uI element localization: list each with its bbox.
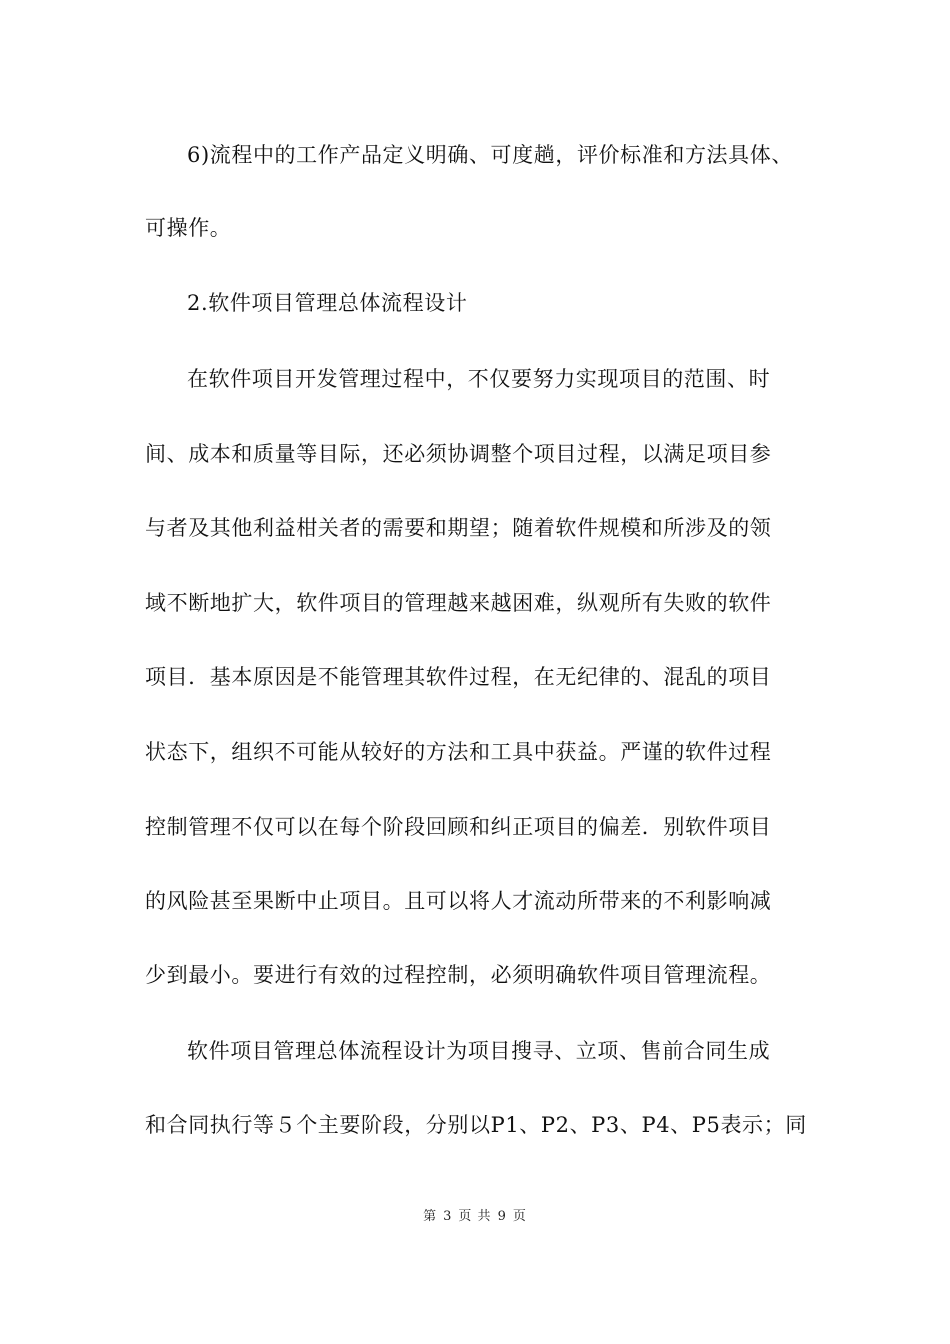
paragraph-line: 在软件项目开发管理过程中，不仅要努力实现项目的范围、时 xyxy=(187,367,771,391)
paragraph-line: 可操作。 xyxy=(145,216,232,240)
paragraph-line: 控制管理不仅可以在每个阶段回顾和纠正项目的偏差．别软件项目 xyxy=(145,815,772,839)
footer-suffix: 页 xyxy=(512,1209,527,1224)
paragraph-line: 与者及其他利益柑关者的需要和期望；随着软件规模和所涉及的领 xyxy=(145,516,772,540)
footer-total-pages: 9 xyxy=(497,1209,507,1224)
paragraph-line: 状态下，组织不可能从较好的方法和工具中获益。严谨的软件过程 xyxy=(145,740,772,764)
footer-prefix: 第 xyxy=(423,1209,438,1224)
footer-middle: 页 共 xyxy=(458,1209,492,1224)
page-footer xyxy=(0,1208,950,1226)
paragraph-line: 少到最小。要进行有效的过程控制，必须明确软件项目管理流程。 xyxy=(145,963,772,987)
paragraph-line: 域不断地扩大，软件项目的管理越来越困难，纵观所有失败的软件 xyxy=(145,591,772,615)
paragraph-line: 项目．基本原因是不能管理其软件过程，在无纪律的、混乱的项目 xyxy=(145,665,772,689)
paragraph-line: 间、成本和质量等目际，还必须协调整个项目过程，以满足项目参 xyxy=(145,442,772,466)
paragraph-line: 的风险甚至果断中止项目。且可以将人才流动所带来的不利影响减 xyxy=(145,889,772,913)
paragraph-line: 6)流程中的工作产品定义明确、可度趟，评价标准和方法具体、 xyxy=(187,143,793,167)
section-heading: 2.软件项目管理总体流程设计 xyxy=(187,291,468,315)
footer-current-page: 3 xyxy=(443,1209,453,1224)
paragraph-line: 软件项目管理总体流程设计为项目搜寻、立项、售前合同生成 xyxy=(187,1039,771,1063)
paragraph-line: 和合同执行等５个主要阶段，分别以P1、P2、P3、P4、P5表示；同 xyxy=(145,1113,807,1137)
